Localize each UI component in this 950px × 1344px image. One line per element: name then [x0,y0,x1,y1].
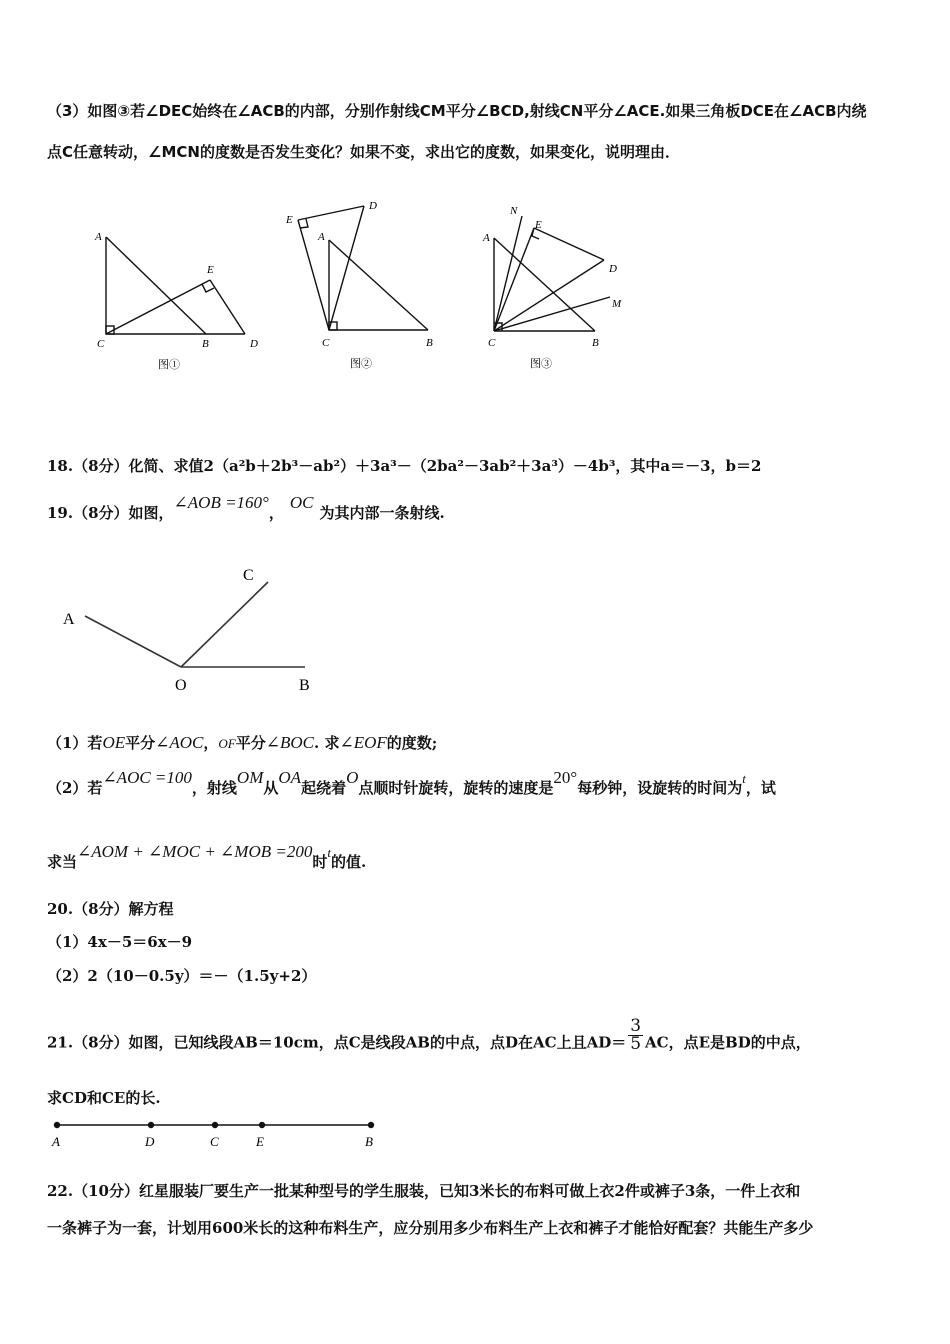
segment-point-d [148,1122,154,1128]
q19-p2-m: ，试 [745,779,776,797]
fig1-label-b: B [202,338,209,350]
fig3-label-a: A [483,232,490,244]
q19-p1-d: ∠AOC [155,733,204,752]
q19-p2-d: OM [236,768,264,787]
fig3-label-m: M [612,298,622,310]
q19-p1-i: . 求 [314,734,340,752]
segment-figure [45,1115,390,1155]
fig19-label-o: O [175,677,187,694]
figure-1 [88,222,273,377]
q19-p2-k: 每秒钟，设旋转的时间为 [577,779,743,797]
fig2-label-a: A [318,231,325,243]
q21-text-a: 21.（8分）如图，已知线段AB＝10cm，点C是线段AB的中点，点D在AC上且AD＝ [47,1033,627,1052]
q19-p2b-b: ∠AOM + ∠MOC + ∠MOB =200 [77,842,313,861]
fig2-label-c: C [322,337,330,349]
q19-ray: OC [289,493,314,512]
fig1-label-d: D [250,338,258,350]
q19-p2-j: 20° [553,768,578,787]
q19-p2-l: t [742,771,746,786]
q19-prefix: 19.（8分）如图， [47,504,174,522]
fig2-label-b: B [426,337,433,349]
segment-point-b [368,1122,374,1128]
q20-eq2: （2）2（10－0.5y）＝－（1.5y+2） [47,967,317,985]
q20-title: 20.（8分）解方程 [47,900,174,918]
figure-19 [55,560,335,700]
q20-eq1: （1）4x－5＝6x－9 [47,933,193,951]
q19-part2b [47,842,367,873]
q19-suffix: 为其内部一条射线. [319,504,445,522]
q19-p2b-a: 求当 [47,853,78,871]
fig3-label-c: C [488,337,496,349]
fig3-caption: 图③ [530,358,552,370]
q22-line2: 一条裤子为一套，计划用600米长的这种布料生产，应分别用多少布料生产上衣和裤子才能恰好配套？共能生产多少 [47,1219,814,1237]
q19-comma: ， [268,504,284,522]
q19-p1-c: 平分 [125,734,156,752]
q19-p1-j: ∠EOF [339,733,387,752]
fig3-label-d: D [609,263,617,275]
q19-angle: ∠AOB =160° [173,493,269,512]
q21-fraction [628,1018,643,1053]
q21-frac-num: 3 [630,1016,642,1036]
segment-label-d: D [145,1134,155,1149]
figure-3 [476,198,646,376]
q21-line1 [47,1016,811,1061]
fig1-label-e: E [207,264,214,276]
fig3-label-e: E [535,219,542,231]
q17-part3-line1: （3）如图③若∠DEC始终在∠ACB的内部，分别作射线CM平分∠BCD,射线CN平分∠ACE.如果三角板DCE在∠ACB内绕 [47,102,867,120]
q19-p1-f: OF [218,736,236,751]
q19-p2-h: O [346,768,359,787]
q19-p2b-e: 的值. [330,853,367,871]
segment-point-c [212,1122,218,1128]
fig1-caption: 图① [158,359,180,371]
q19-p1-k: 的度数; [386,734,438,752]
segment-point-e [259,1122,265,1128]
q19-p1-b: OE [102,733,126,752]
fig2-caption: 图② [350,358,372,370]
q19-p1-a: （1）若 [47,734,103,752]
fig1-label-a: A [95,231,102,243]
q21-line2: 求CD和CE的长. [47,1089,161,1107]
q19-p1-h: ∠BOC [265,733,314,752]
fig3-label-b: B [592,337,599,349]
q19-p2-a: （2）若 [47,779,103,797]
q19-p2-f: OA [278,768,302,787]
fig3-label-n: N [510,205,518,217]
fig2-label-d: D [369,200,377,212]
q19-part1 [47,733,437,754]
fig19-label-c: C [243,567,254,584]
q19-p2b-c: 时 [312,853,328,871]
fig19-label-b: B [299,677,310,694]
q21-text-b: AC，点E是BD的中点， [645,1033,811,1052]
segment-label-e: E [256,1134,264,1149]
fig1-label-c: C [97,338,105,350]
q19-p2-g: 起绕着 [301,779,347,797]
q19-p2-c: ，射线 [191,779,237,797]
q17-part3-line2: 点C任意转动，∠MCN的度数是否发生变化？如果不变，求出它的度数，如果变化，说明理由． [47,143,680,161]
q18-text: 18.（8分）化简、求值2（a²b＋2b³－ab²）＋3a³－（2ba²－3ab²＋3a³）－4b³，其中a＝－3，b＝2 [47,457,762,475]
q22-line1: 22.（10分）红星服装厂要生产一批某种型号的学生服装，已知3米长的布料可做上衣2件或裤子3条，一件上衣和 [47,1182,801,1200]
q19-header [47,493,445,523]
q19-p2-e: 从 [263,779,279,797]
q19-p2b-d: t [327,845,331,860]
figure-2 [282,198,452,376]
segment-label-b: B [365,1134,373,1149]
segment-label-a: A [52,1134,60,1149]
q19-p2-b: ∠AOC =100 [102,768,192,787]
q19-p1-g: 平分 [235,734,266,752]
q19-p2-i: 点顺时针旋转，旋转的速度是 [358,779,554,797]
q21-frac-den: 5 [630,1034,642,1054]
segment-point-a [54,1122,60,1128]
q19-p1-e: ， [203,734,219,752]
q19-part2 [47,768,776,799]
fig19-label-a: A [63,611,75,628]
segment-label-c: C [210,1134,219,1149]
fig2-label-e: E [286,214,293,226]
